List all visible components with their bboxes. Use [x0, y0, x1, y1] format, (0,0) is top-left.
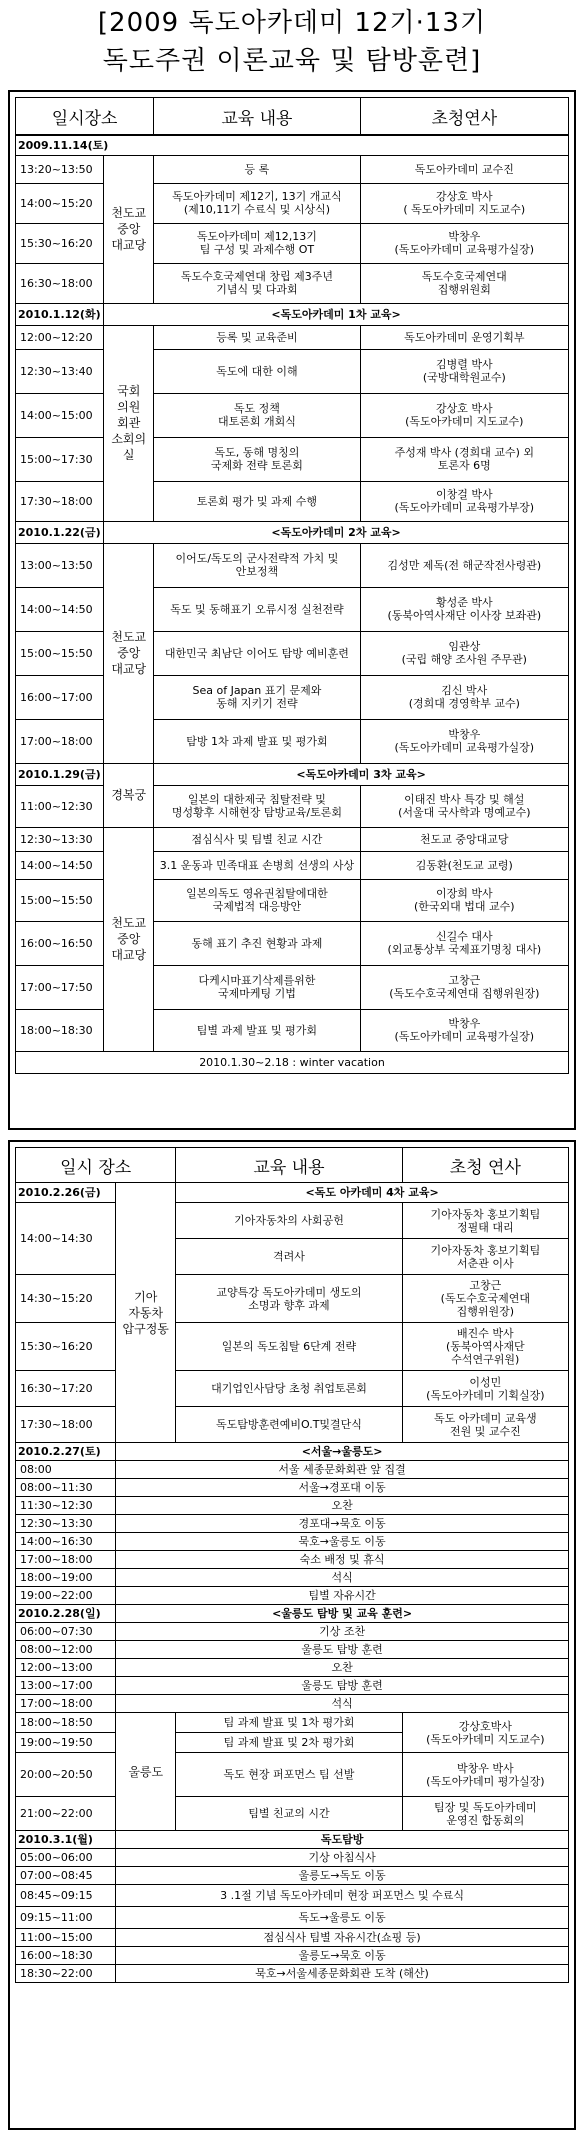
speaker-cell: 신길수 대사 (외교통상부 국제표기명칭 대사) — [360, 921, 568, 965]
table-row — [16, 1713, 569, 1733]
content-cell: 독도아카데미 제12기, 13기 개교식 (제10,11기 수료식 및 시상식) — [154, 183, 360, 223]
time-cell: 05:00~06:00 — [16, 1849, 116, 1867]
table-row — [16, 1515, 569, 1533]
table-row — [16, 349, 569, 393]
content-cell: 석식 — [116, 1569, 569, 1587]
table-row — [16, 1797, 569, 1831]
content-cell: 일본의독도 영유권침탈에대한 국제법적 대응방안 — [154, 879, 360, 921]
content-cell: 독도탐방훈련예비O.T및결단식 — [176, 1407, 402, 1443]
table-row — [16, 1929, 569, 1947]
location-cell: 국회 의원 회관 소회의실 — [104, 325, 154, 521]
table-row — [16, 1641, 569, 1659]
time-cell: 14:00~15:00 — [16, 393, 104, 437]
section-title: <독도아카데미 2차 교육> — [104, 521, 569, 543]
content-cell: 독도, 동해 명칭의 국제화 전략 토론회 — [154, 437, 360, 481]
table-row — [16, 1407, 569, 1443]
table-row — [16, 1849, 569, 1867]
table-row — [16, 325, 569, 349]
page-title-line2: 독도주권 이론교육 및 탐방훈련] — [102, 46, 482, 76]
table-row — [16, 263, 569, 303]
table-header-row — [16, 1148, 569, 1183]
time-cell: 17:00~18:00 — [16, 719, 104, 763]
speaker-cell: 배진수 박사 (동북아역사재단 수석연구위원) — [402, 1323, 568, 1371]
speaker-cell: 김동환(천도교 교령) — [360, 851, 568, 879]
table-row — [16, 1965, 569, 1983]
content-cell: 독도 정책 대토론회 개회식 — [154, 393, 360, 437]
speaker-cell: 천도교 중앙대교당 — [360, 827, 568, 851]
section-title: <독도아카데미 3차 교육> — [154, 763, 569, 785]
speaker-cell: 박창우 (독도아카데미 교육평가실장) — [360, 719, 568, 763]
time-cell: 17:30~18:00 — [16, 1407, 116, 1443]
time-cell: 21:00~22:00 — [16, 1797, 116, 1831]
date-cell: 2010.3.1(월) — [16, 1831, 116, 1849]
table-row — [16, 719, 569, 763]
table-row — [16, 1323, 569, 1371]
content-cell: 격려사 — [176, 1239, 402, 1275]
table-row — [16, 155, 569, 183]
time-cell: 20:00~20:50 — [16, 1753, 116, 1797]
content-cell: 묵호→울릉도 이동 — [116, 1533, 569, 1551]
content-cell: 울릉도 탐방 훈련 — [116, 1641, 569, 1659]
content-cell: 대기업인사담당 초청 취업토론회 — [176, 1371, 402, 1407]
time-cell: 07:00~08:45 — [16, 1867, 116, 1885]
header-speaker: 초청 연사 — [402, 1148, 568, 1183]
section-title: 독도탐방 — [116, 1831, 569, 1849]
content-cell: 경포대→묵호 이동 — [116, 1515, 569, 1533]
header-speaker: 초청연사 — [360, 98, 568, 136]
table-row — [16, 1623, 569, 1641]
time-cell: 12:00~13:00 — [16, 1659, 116, 1677]
speaker-cell: 박창우 (독도아카데미 교육평가실장) — [360, 223, 568, 263]
schedule-table-2 — [15, 1147, 569, 1983]
content-cell: 독도아카데미 제12,13기 팀 구성 및 과제수행 OT — [154, 223, 360, 263]
location-cell: 울릉도 — [116, 1713, 176, 1831]
table-row — [16, 851, 569, 879]
table-row — [16, 1753, 569, 1797]
table-row — [16, 1371, 569, 1407]
table-row — [16, 1275, 569, 1323]
time-cell: 12:30~13:40 — [16, 349, 104, 393]
table-row — [16, 183, 569, 223]
time-cell: 12:30~13:30 — [16, 827, 104, 851]
header-datetime-place: 일시 장소 — [16, 1148, 176, 1183]
time-cell: 19:00~19:50 — [16, 1733, 116, 1753]
table-row — [16, 587, 569, 631]
content-cell: 울릉도→묵호 이동 — [116, 1947, 569, 1965]
title-block — [0, 0, 584, 88]
content-cell: 석식 — [116, 1695, 569, 1713]
content-cell: 점심식사 팀별 자유시간(쇼핑 등) — [116, 1929, 569, 1947]
date-cell: 2010.1.22(금) — [16, 521, 104, 543]
table-row — [16, 481, 569, 521]
time-cell: 08:45~09:15 — [16, 1885, 116, 1907]
time-cell: 12:30~13:30 — [16, 1515, 116, 1533]
schedule-frame-1 — [8, 90, 576, 1130]
time-cell: 15:30~16:20 — [16, 223, 104, 263]
speaker-cell: 이성민 (독도아카데미 기획실장) — [402, 1371, 568, 1407]
content-cell: 3.1 운동과 민족대표 손병희 선생의 사상 — [154, 851, 360, 879]
content-cell: 동해 표기 추진 현황과 과제 — [154, 921, 360, 965]
time-cell: 17:30~18:00 — [16, 481, 104, 521]
content-cell: 등 록 — [154, 155, 360, 183]
content-cell: 토론회 평가 및 과제 수행 — [154, 481, 360, 521]
table-row — [16, 1677, 569, 1695]
content-cell: 울릉도 탐방 훈련 — [116, 1677, 569, 1695]
speaker-cell: 팀장 및 독도아카데미 운영진 합동회의 — [402, 1797, 568, 1831]
table-row — [16, 827, 569, 851]
content-cell: 탐방 1차 과제 발표 및 평가회 — [154, 719, 360, 763]
content-cell: 등록 및 교육준비 — [154, 325, 360, 349]
schedule-frame-2 — [8, 1140, 576, 2130]
section-title: <울릉도 탐방 및 교육 훈련> — [116, 1605, 569, 1623]
content-cell: 팀별 친교의 시간 — [176, 1797, 402, 1831]
content-cell: Sea of Japan 표기 문제와 동해 지키기 전략 — [154, 675, 360, 719]
content-cell: 이어도/독도의 군사전략적 가치 및 안보정책 — [154, 543, 360, 587]
time-cell: 08:00~12:00 — [16, 1641, 116, 1659]
time-cell: 18:30~22:00 — [16, 1965, 116, 1983]
content-cell: 서울→경포대 이동 — [116, 1479, 569, 1497]
speaker-cell: 이창걸 박사 (독도아카데미 교육평가부장) — [360, 481, 568, 521]
date-cell: 2010.2.26(금) — [16, 1183, 116, 1203]
time-cell: 16:00~16:50 — [16, 921, 104, 965]
table-row — [16, 1867, 569, 1885]
table-row — [16, 1479, 569, 1497]
content-cell: 기상 조찬 — [116, 1623, 569, 1641]
speaker-cell: 김성만 제독(전 해군작전사령관) — [360, 543, 568, 587]
time-cell: 14:30~15:20 — [16, 1275, 116, 1323]
speaker-cell: 황성준 박사 (동북아역사재단 이사장 보좌관) — [360, 587, 568, 631]
content-cell: 묵호→서울세종문화회관 도착 (해산) — [116, 1965, 569, 1983]
time-cell: 19:00~22:00 — [16, 1587, 116, 1605]
time-cell: 16:30~17:20 — [16, 1371, 116, 1407]
location-cell: 천도교 중앙 대교당 — [104, 827, 154, 1051]
speaker-cell: 임관상 (국립 해양 조사원 주무관) — [360, 631, 568, 675]
time-cell: 12:00~12:20 — [16, 325, 104, 349]
content-cell: 점심식사 및 팀별 친교 시간 — [154, 827, 360, 851]
table-row — [16, 631, 569, 675]
header-content: 교육 내용 — [154, 98, 360, 136]
table-row — [16, 1947, 569, 1965]
content-cell: 서울 세종문화회관 앞 집결 — [116, 1461, 569, 1479]
header-datetime-place: 일시장소 — [16, 98, 154, 136]
content-cell: 일본의 대한제국 침탈전략 및 명성황후 시해현장 탐방교육/토론회 — [154, 785, 360, 827]
time-cell: 15:00~15:50 — [16, 879, 104, 921]
speaker-cell: 독도아카데미 운영기획부 — [360, 325, 568, 349]
table-row — [16, 1907, 569, 1929]
time-cell: 14:00~14:50 — [16, 587, 104, 631]
content-cell: 숙소 배정 및 휴식 — [116, 1551, 569, 1569]
table-row — [16, 223, 569, 263]
time-cell: 17:00~17:50 — [16, 965, 104, 1009]
date-row: 2009.11.14(토) — [16, 135, 569, 155]
speaker-cell: 기아자동차 홍보기획팀 정필태 대리 — [402, 1203, 568, 1239]
date-cell: 2010.1.29(금) — [16, 763, 104, 785]
speaker-cell: 고창근 (독도수호국제연대 집행위원장) — [360, 965, 568, 1009]
time-cell: 18:00~18:30 — [16, 1009, 104, 1051]
speaker-cell: 강상호 박사 ( 독도아카데미 지도교수) — [360, 183, 568, 223]
time-cell: 13:00~13:50 — [16, 543, 104, 587]
table-row — [16, 437, 569, 481]
location-cell: 기아 자동차 압구정동 — [116, 1183, 176, 1443]
time-cell: 08:00 — [16, 1461, 116, 1479]
content-cell: 기아자동차의 사회공헌 — [176, 1203, 402, 1239]
content-cell: 팀 과제 발표 및 2차 평가회 — [176, 1733, 402, 1753]
speaker-cell: 이태진 박사 특강 및 해설 (서울대 국사학과 명예교수) — [360, 785, 568, 827]
time-cell: 13:00~17:00 — [16, 1677, 116, 1695]
time-cell: 16:30~18:00 — [16, 263, 104, 303]
table-row — [16, 1569, 569, 1587]
table-row — [16, 785, 569, 827]
table-row — [16, 1587, 569, 1605]
table-row — [16, 675, 569, 719]
time-cell: 11:30~12:30 — [16, 1497, 116, 1515]
speaker-cell: 강상호박사 (독도아카데미 지도교수) — [402, 1713, 568, 1753]
time-cell: 17:00~18:00 — [16, 1551, 116, 1569]
time-cell: 15:30~16:20 — [16, 1323, 116, 1371]
content-cell: 오찬 — [116, 1659, 569, 1677]
time-cell: 09:15~11:00 — [16, 1907, 116, 1929]
speaker-cell: 김병렬 박사 (국방대학원교수) — [360, 349, 568, 393]
location-cell: 천도교 중앙 대교당 — [104, 543, 154, 763]
content-cell: 독도 및 동해표기 오류시정 실천전략 — [154, 587, 360, 631]
time-cell: 16:00~17:00 — [16, 675, 104, 719]
time-cell: 18:00~18:50 — [16, 1713, 116, 1733]
table-row — [16, 921, 569, 965]
content-cell: 교양특강 독도아카데미 생도의 소명과 향후 과제 — [176, 1275, 402, 1323]
time-cell: 08:00~11:30 — [16, 1479, 116, 1497]
time-cell: 17:00~18:00 — [16, 1695, 116, 1713]
content-cell: 울릉도→독도 이동 — [116, 1867, 569, 1885]
content-cell: 3 .1절 기념 독도아카데미 현장 퍼포먼스 및 수료식 — [116, 1885, 569, 1907]
content-cell: 기상 아침식사 — [116, 1849, 569, 1867]
table-row — [16, 1203, 569, 1239]
time-cell: 06:00~07:30 — [16, 1623, 116, 1641]
date-cell: 2010.2.28(일) — [16, 1605, 116, 1623]
speaker-cell: 독도 아카데미 교육생 전원 및 교수진 — [402, 1407, 568, 1443]
speaker-cell: 독도수호국제연대 집행위원회 — [360, 263, 568, 303]
table-row — [16, 1533, 569, 1551]
speaker-cell: 기아자동차 홍보기획팀 서춘관 이사 — [402, 1239, 568, 1275]
table-row — [16, 1659, 569, 1677]
speaker-cell: 고창근 (독도수호국제연대 집행위원장) — [402, 1275, 568, 1323]
content-cell: 독도수호국제연대 창립 제3주년 기념식 및 다과회 — [154, 263, 360, 303]
section-title: <독도아카데미 1차 교육> — [104, 303, 569, 325]
content-cell: 다케시마표기삭제를위한 국제마케팅 기법 — [154, 965, 360, 1009]
section-title: <독도 아카데미 4차 교육> — [176, 1183, 569, 1203]
table-row — [16, 879, 569, 921]
time-cell: 18:00~19:00 — [16, 1569, 116, 1587]
content-cell: 오찬 — [116, 1497, 569, 1515]
content-cell: 독도 현장 퍼포먼스 팀 선발 — [176, 1753, 402, 1797]
section-title: <서울→울릉도> — [116, 1443, 569, 1461]
time-cell: 13:20~13:50 — [16, 155, 104, 183]
table-row — [16, 1551, 569, 1569]
speaker-cell: 주성재 박사 (경희대 교수) 외 토론자 6명 — [360, 437, 568, 481]
speaker-cell: 이장희 박사 (한국외대 법대 교수) — [360, 879, 568, 921]
time-cell: 14:00~16:30 — [16, 1533, 116, 1551]
table-row — [16, 393, 569, 437]
content-cell: 팀별 과제 발표 및 평가회 — [154, 1009, 360, 1051]
speaker-cell: 강상호 박사 (독도아카데미 지도교수) — [360, 393, 568, 437]
content-cell: 독도→울릉도 이동 — [116, 1907, 569, 1929]
time-cell: 15:00~17:30 — [16, 437, 104, 481]
date-cell: 2010.1.12(화) — [16, 303, 104, 325]
date-cell: 2010.2.27(토) — [16, 1443, 116, 1461]
header-content: 교육 내용 — [176, 1148, 402, 1183]
time-cell: 15:00~15:50 — [16, 631, 104, 675]
speaker-cell: 박창우 (독도아카데미 교육평가실장) — [360, 1009, 568, 1051]
speaker-cell: 박창우 박사 (독도아카데미 평가실장) — [402, 1753, 568, 1797]
table-header-row — [16, 98, 569, 136]
time-cell: 14:00~14:50 — [16, 851, 104, 879]
table-row — [16, 1009, 569, 1051]
location-cell: 경복궁 — [104, 763, 154, 827]
schedule-table-1 — [15, 97, 569, 1074]
table-row — [16, 965, 569, 1009]
table-row — [16, 1885, 569, 1907]
content-cell: 팀 과제 발표 및 1차 평가회 — [176, 1713, 402, 1733]
speaker-cell: 김신 박사 (경희대 경영학부 교수) — [360, 675, 568, 719]
table-row — [16, 1695, 569, 1713]
time-cell: 14:00~15:20 — [16, 183, 104, 223]
content-cell: 일본의 독도침탈 6단계 전략 — [176, 1323, 402, 1371]
page-title-line1: [2009 독도아카데미 12기·13기 — [97, 8, 487, 38]
time-cell: 11:00~12:30 — [16, 785, 104, 827]
time-cell: 11:00~15:00 — [16, 1929, 116, 1947]
time-cell: 14:00~14:30 — [16, 1203, 116, 1275]
speaker-cell: 독도아카데미 교수진 — [360, 155, 568, 183]
vacation-note: 2010.1.30~2.18 : winter vacation — [16, 1051, 569, 1073]
table-row — [16, 1461, 569, 1479]
content-cell: 팀별 자유시간 — [116, 1587, 569, 1605]
time-cell: 16:00~18:30 — [16, 1947, 116, 1965]
table-row — [16, 543, 569, 587]
table-row — [16, 1497, 569, 1515]
content-cell: 독도에 대한 이해 — [154, 349, 360, 393]
location-cell: 천도교 중앙 대교당 — [104, 155, 154, 303]
content-cell: 대한민국 최남단 이어도 탐방 예비훈련 — [154, 631, 360, 675]
